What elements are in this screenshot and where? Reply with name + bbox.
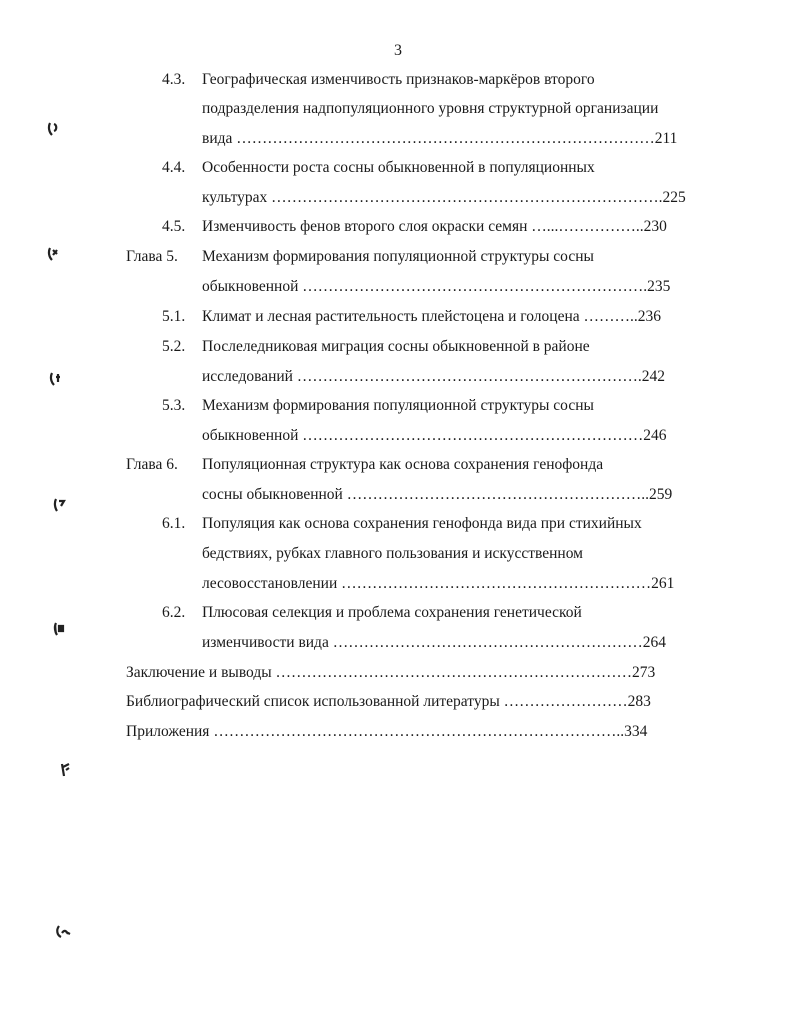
scan-artifact-shape	[49, 248, 57, 260]
toc-section-6-2-title-line2: изменчивости вида ……………………………………………………264	[202, 634, 666, 651]
toc-section-6-2-title-line1: Плюсовая селекция и проблема сохранения генетической	[202, 604, 582, 621]
scan-artifact-mark	[46, 121, 60, 137]
scan-artifact-mark	[48, 371, 62, 387]
toc-bibliography: Библиографический список использованной литературы ……………………283	[126, 693, 651, 710]
toc-section-6-1-title-line3: лесовосстановлении ……………………………………………………261	[202, 575, 675, 592]
toc-section-5-3-number: 5.3.	[162, 397, 186, 414]
toc-conclusion: Заключение и выводы ……………………………………………………………273	[126, 664, 656, 681]
toc-appendices: Приложения ……………………………………………………………………..334	[126, 723, 648, 740]
toc-section-6-2-number: 6.2.	[162, 604, 186, 621]
scan-artifact-mark	[46, 246, 60, 262]
toc-section-4-5-number: 4.5.	[162, 218, 186, 235]
toc-section-6-1-title-line1: Популяция как основа сохранения генофонда вида при стихийных	[202, 515, 642, 532]
toc-section-4-4-number: 4.4.	[162, 159, 186, 176]
toc-section-4-4-title-line1: Особенности роста сосны обыкновенной в популяционных	[202, 159, 595, 176]
toc-section-6-1-number: 6.1.	[162, 515, 186, 532]
toc-section-4-3-title-line2: подразделения надпопуляционного уровня структурной организации	[202, 100, 659, 117]
scan-artifact-mark	[52, 497, 66, 513]
toc-section-5-3-title-line2: обыкновенной …………………………………………………………246	[202, 427, 667, 444]
scan-artifact-shape	[51, 373, 60, 385]
page-number: 3	[394, 42, 402, 59]
toc-section-4-3-number: 4.3.	[162, 71, 186, 88]
toc-section-5-2-number: 5.2.	[162, 338, 186, 355]
toc-chapter-6-title-line1: Популяционная структура как основа сохранения генофонда	[202, 456, 604, 473]
toc-section-5-2-title-line2: исследований ………………………………………………………….242	[202, 368, 665, 385]
scan-artifact-shape	[55, 499, 64, 511]
scan-artifact-shape	[57, 926, 70, 937]
toc-section-5-1-title-line1: Климат и лесная растительность плейстоцена и голоцена ………..236	[202, 308, 662, 325]
toc-chapter-5-title-line2: обыкновенной ………………………………………………………….235	[202, 278, 671, 295]
toc-section-5-1-number: 5.1.	[162, 308, 186, 325]
toc-section-4-3-title-line3: вида ………………………………………………………………………211	[202, 130, 678, 147]
toc-chapter-5-title-line1: Механизм формирования популяционной структуры сосны	[202, 248, 594, 265]
scan-artifact-mark	[52, 621, 66, 637]
toc-chapter-6-number: Глава 6.	[126, 456, 178, 473]
toc-section-4-4-title-line2: культурах ………………………………………………………………….225	[202, 189, 686, 206]
toc-section-4-5-title-line1: Изменчивость фенов второго слоя окраски семян …...……………..230	[202, 218, 667, 235]
toc-chapter-6-title-line2: сосны обыкновенной …………………………………………………..259	[202, 486, 673, 503]
scan-artifact-shape	[62, 764, 69, 776]
toc-section-4-3-title-line1: Географическая изменчивость признаков-маркёров второго	[202, 71, 595, 88]
toc-section-6-1-title-line2: бедствиях, рубках главного пользования и искусственном	[202, 545, 583, 562]
scan-artifact-mark	[58, 761, 72, 779]
scan-artifact-shape	[49, 123, 56, 135]
toc-section-5-2-title-line1: Послеледниковая миграция сосны обыкновенной в районе	[202, 338, 590, 355]
toc-chapter-5-number: Глава 5.	[126, 248, 178, 265]
scan-artifact-shape	[55, 623, 63, 635]
toc-section-5-3-title-line1: Механизм формирования популяционной структуры сосны	[202, 397, 594, 414]
scan-artifact-mark	[54, 924, 72, 940]
